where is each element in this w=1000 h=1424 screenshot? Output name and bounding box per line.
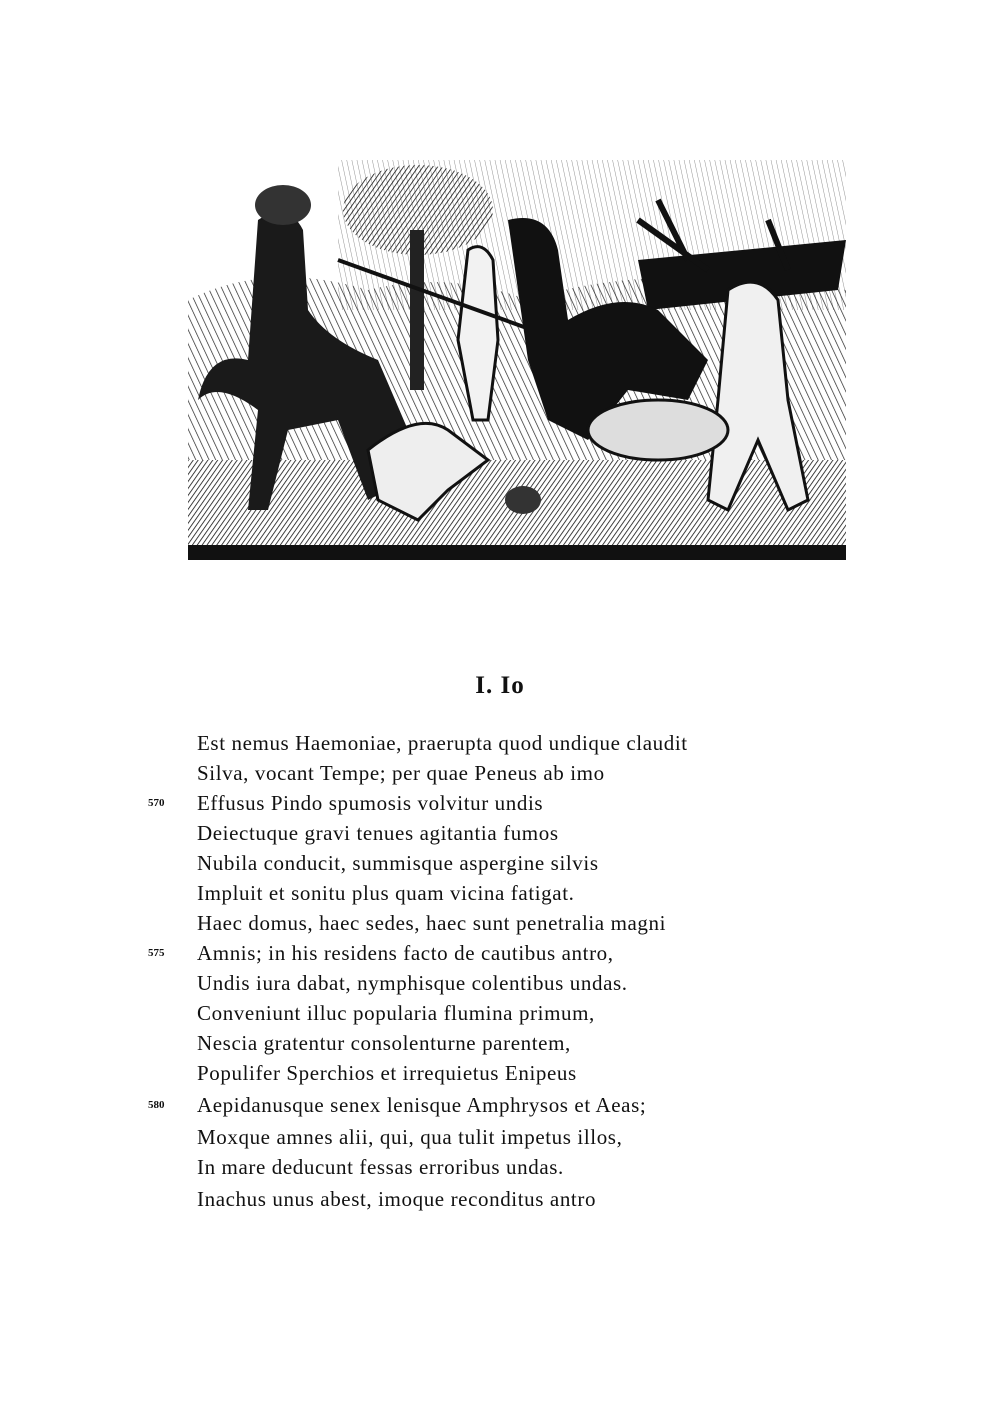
line-number: [148, 1184, 188, 1214]
verse-line: Est nemus Haemoniae, praerupta quod undique claudit: [197, 731, 688, 755]
verse-line: Inachus unus abest, imoque reconditus antro: [197, 1187, 597, 1211]
line-number: [148, 998, 188, 1028]
verse-line: Aepidanusque senex lenisque Amphrysos et Aeas;: [197, 1093, 647, 1117]
line-number: [148, 1122, 188, 1152]
verse-line: Conveniunt illuc popularia flumina primum,: [197, 1001, 595, 1025]
line-number: [148, 878, 188, 908]
line-number: [148, 968, 188, 998]
chapter-heading: I. Io: [475, 672, 525, 699]
line-number: 575: [148, 947, 165, 959]
line-number: [148, 728, 188, 758]
verse-line: Deiectuque gravi tenues agitantia fumos: [197, 821, 559, 845]
line-number: [148, 818, 188, 848]
verse-line: Amnis; in his residens facto de cautibus antro,: [197, 941, 614, 965]
line-number: 570: [148, 797, 165, 809]
line-number: [148, 758, 188, 788]
line-number: 580: [148, 1099, 165, 1111]
verse-line: Moxque amnes alii, qui, qua tulit impetus illos,: [197, 1125, 623, 1149]
verse-line: Silva, vocant Tempe; per quae Peneus ab imo: [197, 761, 605, 785]
verse-line: Effusus Pindo spumosis volvitur undis: [197, 791, 544, 815]
verse-line: Haec domus, haec sedes, haec sunt penetralia magni: [197, 911, 667, 935]
woodcut-illustration: [188, 160, 846, 560]
verse-line: In mare deducunt fessas erroribus undas.: [197, 1155, 564, 1179]
verse-line: Impluit et sonitu plus quam vicina fatigat.: [197, 881, 575, 905]
verse-line: Nubila conducit, summisque aspergine silvis: [197, 851, 599, 875]
line-number: [148, 1152, 188, 1182]
verse-line: Populifer Sperchios et irrequietus Enipeus: [197, 1061, 577, 1085]
verse-line: Undis iura dabat, nymphisque colentibus undas.: [197, 971, 628, 995]
line-number: [148, 1058, 188, 1088]
verse-line: Nescia gratentur consolenturne parentem,: [197, 1031, 571, 1055]
line-number: [148, 1028, 188, 1058]
line-number: [148, 848, 188, 878]
line-number: [148, 908, 188, 938]
